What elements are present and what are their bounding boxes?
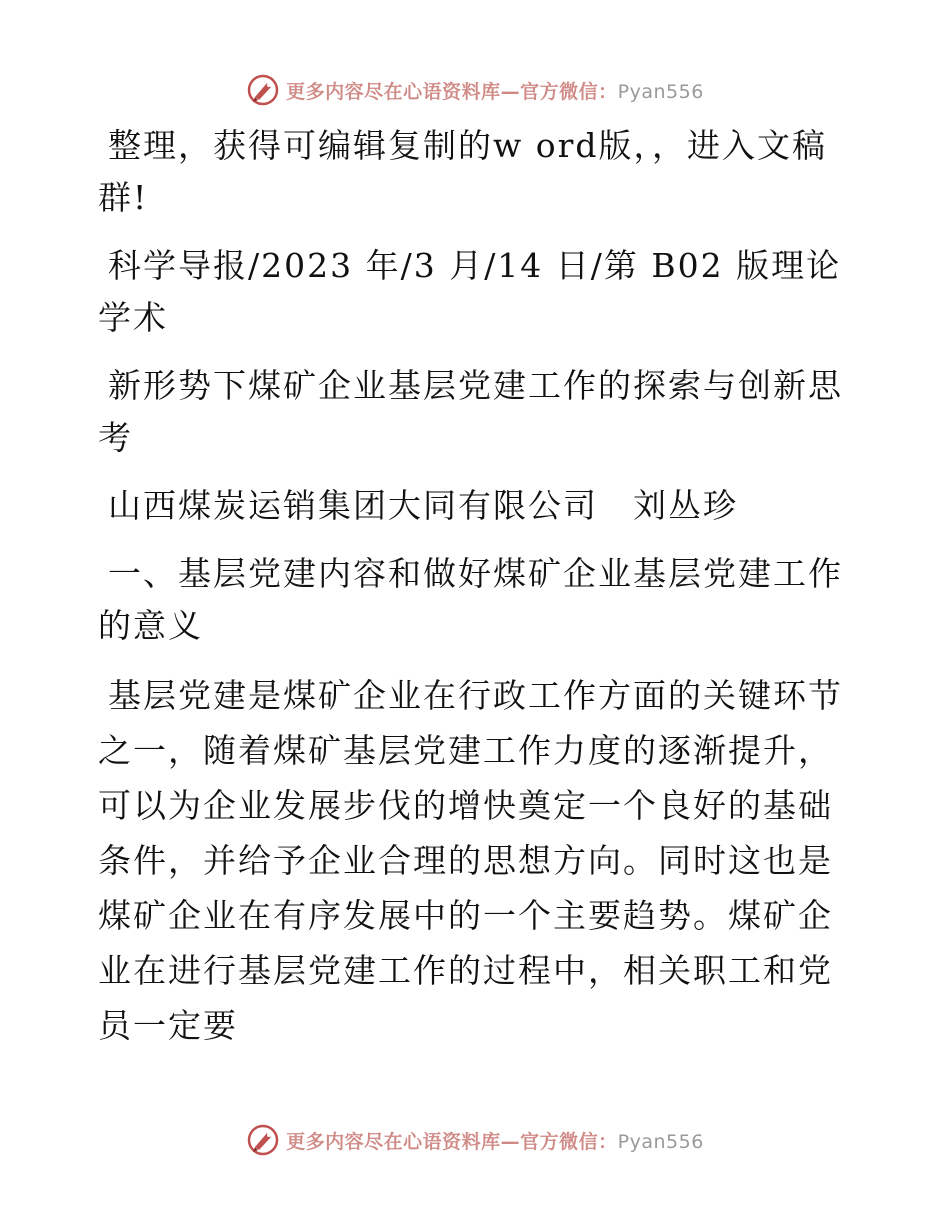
article-title: 新形势下煤矿企业基层党建工作的探索与创新思考 (98, 366, 843, 457)
banner-text: 更多内容尽在心语资料库—官方微信：Pyan556 (286, 80, 704, 103)
author-line: 山西煤炭运销集团大同有限公司 刘丛珍 (108, 486, 738, 525)
top-banner-content (246, 73, 704, 107)
intro-note: 整理，获得可编辑复制的w ord版，，进入文稿群! (98, 126, 828, 217)
pen-logo-icon (246, 1123, 280, 1157)
document-body (98, 120, 858, 1069)
top-banner (0, 70, 950, 110)
section-heading: 一、基层党建内容和做好煤矿企业基层党建工作的意义 (98, 554, 843, 645)
wechat-handle: Pyan556 (617, 1130, 704, 1153)
wechat-handle: Pyan556 (617, 80, 704, 103)
banner-text: 更多内容尽在心语资料库—官方微信：Pyan556 (286, 1130, 704, 1153)
pen-logo-icon (246, 73, 280, 107)
body-paragraph: 基层党建是煤矿企业在行政工作方面的关键环节之一，随着煤矿基层党建工作力度的逐渐提升，可以为企业发展步伐的增快奠定一个良好的基础条件，并给予企业合理的思想方向。同时这也是煤矿企业在有序发展中的一个主要趋势。煤矿企业在进行基层党建工作的过程中，相关职工和党员一定要 (98, 676, 843, 1045)
bottom-banner-content (246, 1123, 704, 1157)
bottom-banner (0, 1120, 950, 1160)
source-line: 科学导报/2023 年/3 月/14 日/第 B02 版理论学术 (98, 246, 842, 337)
